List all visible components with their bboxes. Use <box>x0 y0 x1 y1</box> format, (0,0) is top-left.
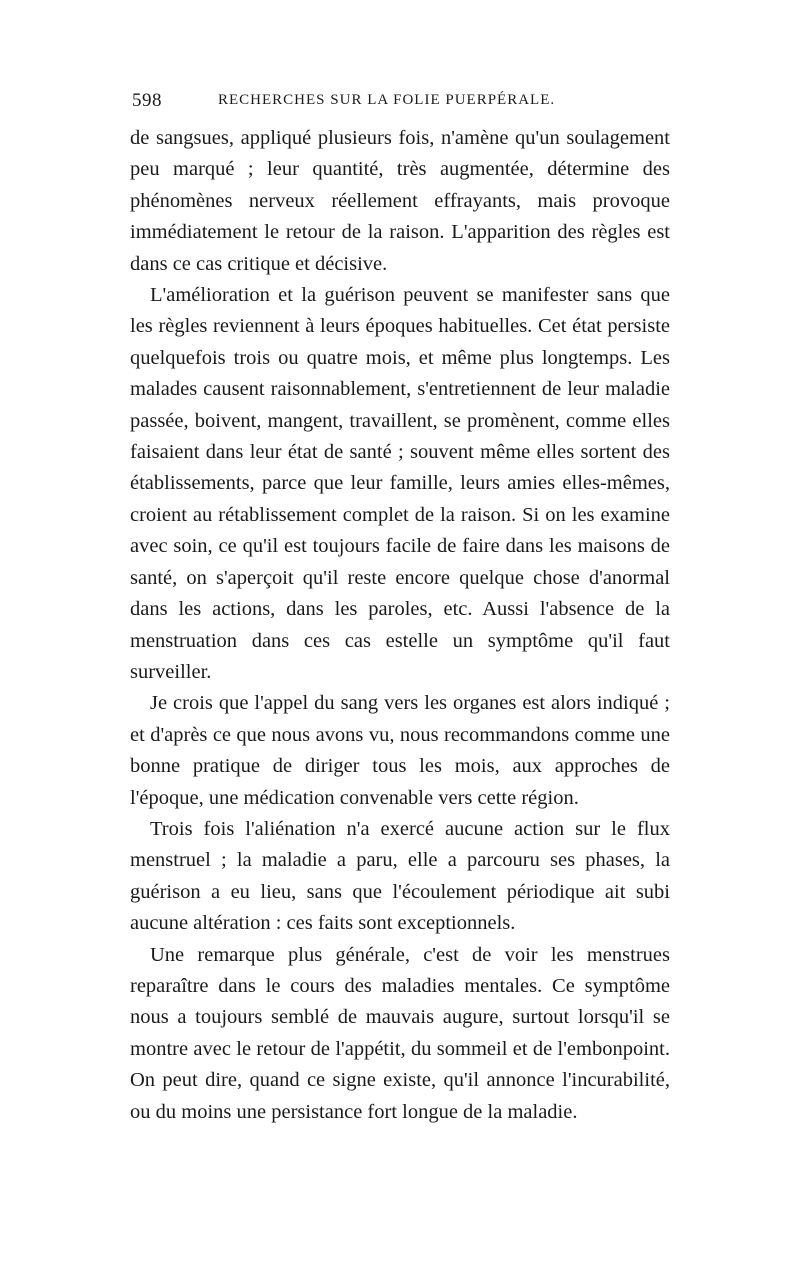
paragraph: Je crois que l'appel du sang vers les organes est alors indiqué ; et d'après ce que nous avons vu, nous recommandons comme une bonne pratique de diriger tous les mois, aux approches de l'époque, une médication convenable vers cette région. <box>130 692 670 809</box>
paragraph: Trois fois l'aliénation n'a exercé aucune action sur le flux menstruel ; la maladie a paru, elle a parcouru ses phases, la guérison a eu lieu, sans que l'écoulement périodique ait subi aucune altération : ces faits sont exceptionnels. <box>130 817 670 935</box>
paragraph-continued: de sangsues, appliqué plusieurs fois, n'amène qu'un soulagement peu marqué ; leur quantité, très augmentée, détermine des phénomènes nerveux réellement effrayants, mais provoque immédiatement le retour de la raison. L'apparition des règles est dans ce cas critique et décisive. <box>130 127 670 275</box>
paragraph: Une remarque plus générale, c'est de voir les menstrues reparaître dans le cours des maladies mentales. Ce symptôme nous a toujours semblé de mauvais augure, surtout lorsqu'il se montre avec le retour de l'appétit, du sommeil et de l'embonpoint. On peut dire, quand ce signe existe, qu'il annonce l'incurabilité, ou du moins une persistance fort longue de la maladie. <box>130 943 670 1123</box>
page-header <box>132 90 672 116</box>
page-number: 598 <box>132 90 162 111</box>
running-title: RECHERCHES SUR LA FOLIE PUERPÉRALE. <box>218 92 556 108</box>
body-text <box>130 123 670 1128</box>
paragraph: L'amélioration et la guérison peuvent se manifester sans que les règles reviennent à leurs époques habituelles. Cet état persiste quelquefois trois ou quatre mois, et même plus longtemps. Les malades causent raisonnablement, s'entretiennent de leur maladie passée, boivent, mangent, travaillent, se promènent, comme elles faisaient dans leur état de santé ; souvent même elles sortent des établissements, parce que leur famille, leurs amies elles-mêmes, croient au rétablissement complet de la raison. Si on les examine avec soin, ce qu'il est toujours facile de faire dans les maisons de santé, on s'aperçoit qu'il reste encore quelque chose d'anormal dans les actions, dans les paroles, etc. Aussi l'absence de la menstruation dans ces cas estelle un symptôme qu'il faut surveiller. <box>130 284 670 683</box>
